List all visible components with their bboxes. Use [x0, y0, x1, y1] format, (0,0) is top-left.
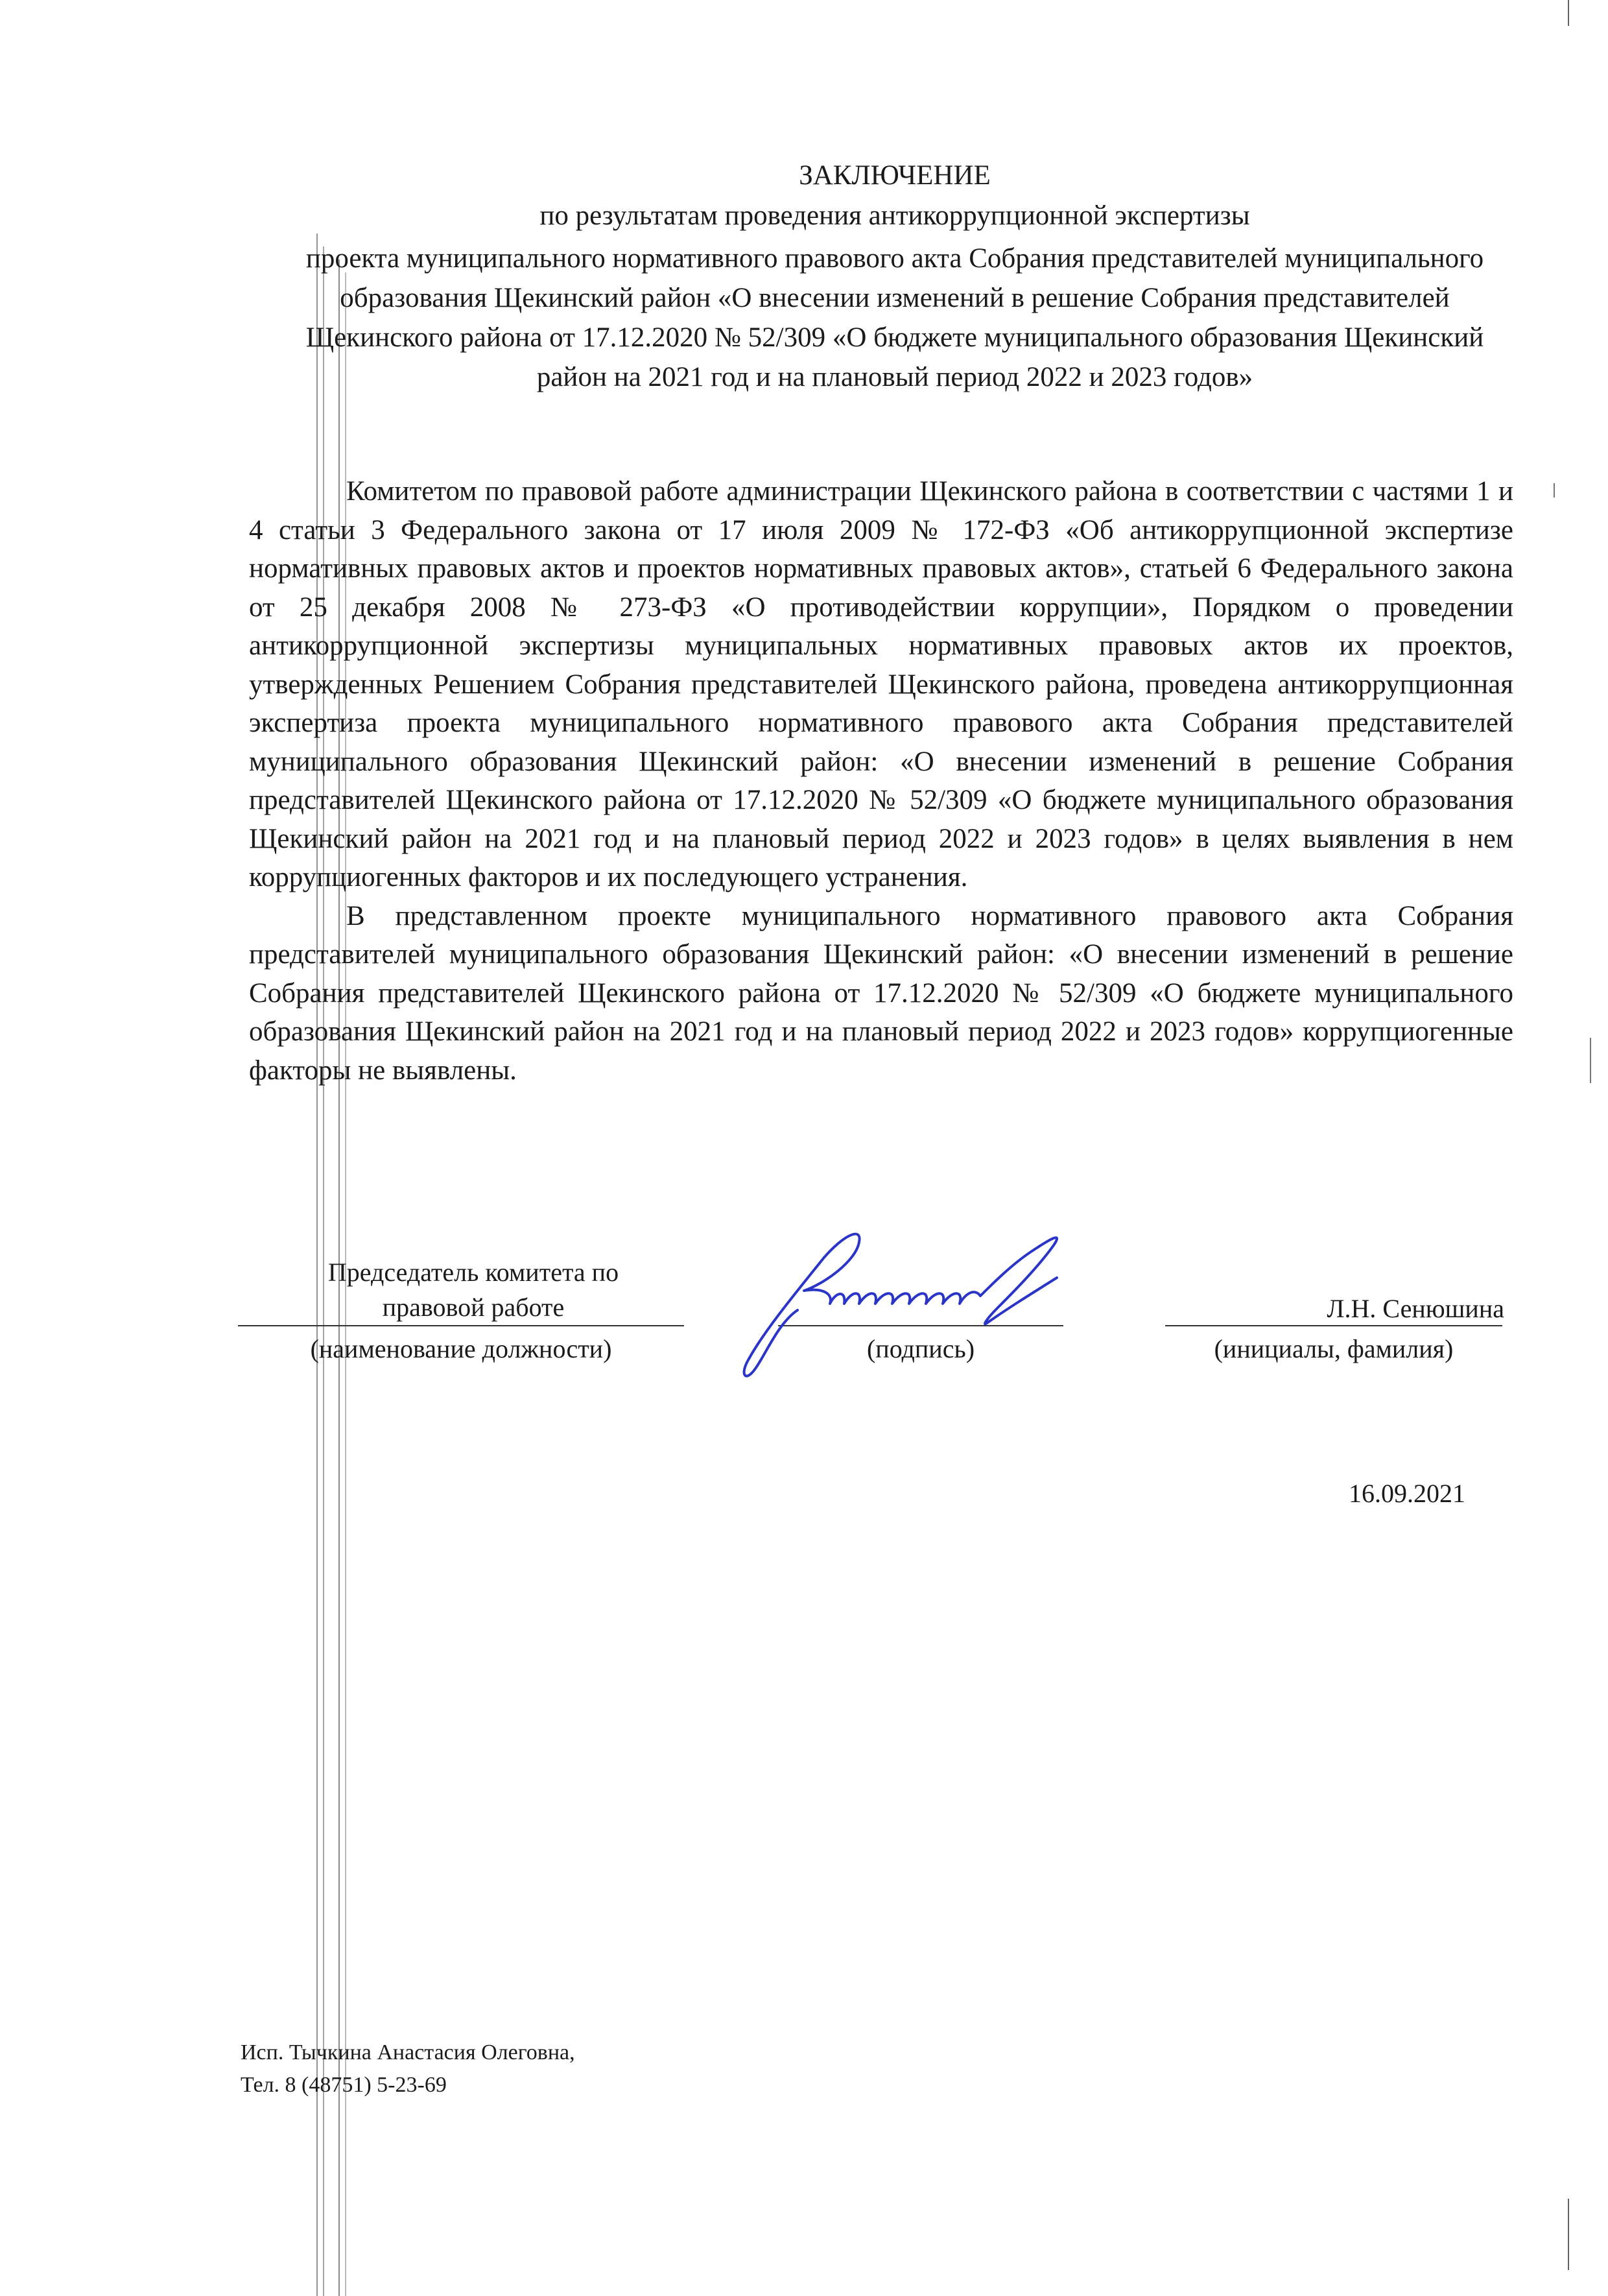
executor-phone: Тел. 8 (48751) 5-23-69: [241, 2073, 447, 2097]
body-paragraph: Комитетом по правовой работе администрации Щекинского района в соответствии с частями 1 и 4 статьи 3 Федерального закона от 17 июля 2009 № 172-ФЗ «Об антикоррупционной экспертизе нормативных правовых актов и проектов нормативных правовых актов», статьей 6 Федерального закона от 25 декабря 2008 № 273-ФЗ «О противодействии коррупции», Порядком о проведении антикоррупционной экспертизы муниципальных нормативных правовых актов их проектов, утвержденных Решением Собрания представителей Щекинского района, проведена антикоррупционная экспертиза проекта муниципального нормативного правового акта Собрания представителей муниципального образования Щекинский район: «О внесении изменений в решение Собрания представителей Щекинского района от 17.12.2020 № 52/309 «О бюджете муниципального образования Щекинский район на 2021 год и на плановый период 2022 и 2023 годов» в целях выявления в нем коррупциогенных факторов и их последующего устранения.: [249, 476, 1513, 892]
name-underline: [1165, 1325, 1502, 1326]
signer-position-line1: Председатель комитета по: [327, 1258, 619, 1287]
name-caption: (инициалы, фамилия): [1214, 1334, 1454, 1363]
document-body: [249, 472, 1513, 1090]
handwritten-signature: [726, 1213, 1089, 1388]
scan-streak: [1554, 483, 1555, 497]
signer-position-line2: правовой работе: [382, 1293, 565, 1322]
executor-block: [241, 2037, 575, 2101]
signature-caption: (подпись): [866, 1334, 975, 1363]
scan-streak: [1568, 2199, 1569, 2270]
document-date: 16.09.2021: [1349, 1479, 1465, 1508]
body-paragraph: В представленном проекте муниципального нормативного правового акта Собрания представителей муниципального образования Щекинский район: «О внесении изменений в решение Собрания представителей Щекинского района от 17.12.2020 № 52/309 «О бюджете муниципального образования Щекинский район на 2021 год и на плановый период 2022 и 2023 годов» коррупциогенные факторы не выявлены.: [249, 900, 1513, 1086]
document-subject: проекта муниципального нормативного правового акта Собрания представителей муниципального образования Щекинский район «О внесении изменений в решение Собрания представителей Щекинского района от 17.12.2020 № 52/309 «О бюджете муниципального образования Щекинский район на 2021 год и на плановый период 2022 и 2023 годов»: [305, 243, 1484, 392]
scan-streak: [1590, 1038, 1591, 1083]
signer-name: Л.Н. Сенюшина: [1327, 1294, 1504, 1323]
executor-name: Исп. Тычкина Анастасия Олеговна,: [241, 2040, 575, 2064]
title-block: [285, 156, 1504, 397]
position-underline: [238, 1325, 684, 1326]
document-title: ЗАКЛЮЧЕНИЕ: [799, 160, 991, 191]
position-caption: (наименование должности): [310, 1334, 612, 1363]
scan-streak: [1568, 0, 1569, 26]
signer-position: [246, 1255, 700, 1325]
document-subtitle: по результатам проведения антикоррупционной экспертизы: [539, 200, 1250, 231]
